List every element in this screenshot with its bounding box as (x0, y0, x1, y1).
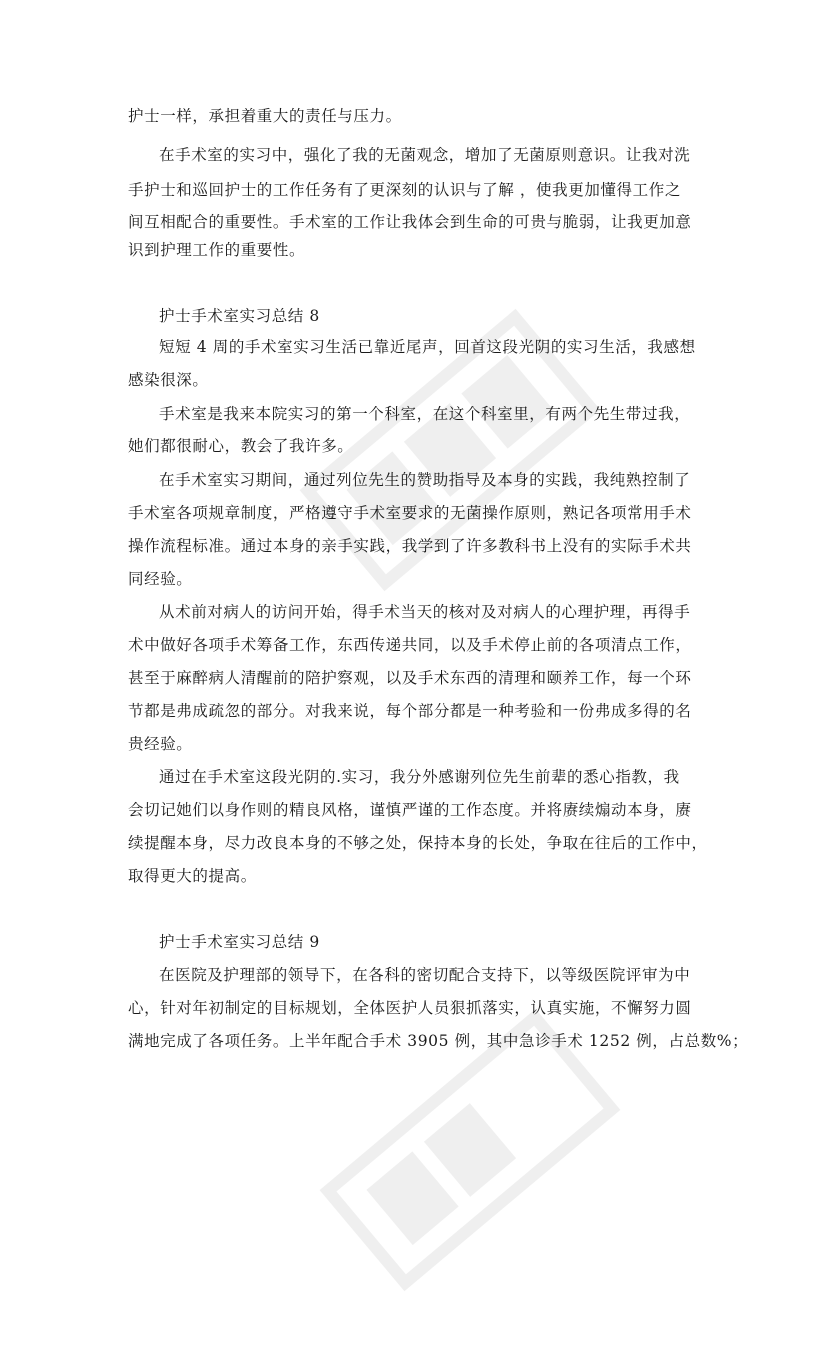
paragraph-line: 手术室各项规章制度，严格遵守手术室要求的无菌操作原则，熟记各项常用手术 (128, 504, 692, 522)
paragraph-line: 贵经验。 (128, 735, 193, 753)
paragraph-line: 在医院及护理部的领导下，在各科的密切配合支持下，以等级医院评审为中 (159, 966, 691, 984)
paragraph-line: 她们都很耐心，教会了我许多。 (128, 437, 354, 455)
paragraph-line: 护士一样，承担着重大的责任与压力。 (128, 107, 402, 125)
paragraph-line: 通过在手术室这段光阴的.实习，我分外感谢列位先生前辈的悉心指教，我 (159, 768, 680, 786)
paragraph-line: 甚至于麻醉病人清醒前的陪护察观，以及手术东西的清理和颐养工作，每一个环 (128, 669, 692, 687)
paragraph-line: 心，针对年初制定的目标规划，全体医护人员狠抓落实，认真实施，不懈努力圆 (128, 999, 692, 1017)
paragraph-line: 取得更大的提高。 (128, 867, 257, 885)
paragraph-line: 术中做好各项手术筹备工作，东西传递共同，以及手术停止前的各项清点工作， (128, 636, 692, 654)
paragraph-line: 识到护理工作的重要性。 (128, 241, 306, 259)
paragraph-line: 节都是弗成疏忽的部分。对我来说，每个部分都是一种考验和一份弗成多得的名 (128, 702, 692, 720)
paragraph-line: 操作流程标准。通过本身的亲手实践，我学到了许多教科书上没有的实际手术共 (128, 537, 692, 555)
paragraph-line: 同经验。 (128, 570, 193, 588)
paragraph-line: 手护士和巡回护士的工作任务有了更深刻的认识与了解 ，使我更加懂得工作之 (128, 181, 681, 199)
paragraph-line: 满地完成了各项任务。上半年配合手术 3905 例，其中急诊手术 1252 例，占总数%； (128, 1032, 749, 1050)
paragraph-line: 短短 4 周的手术室实习生活已靠近尾声，回首这段光阴的实习生活，我感想 (159, 338, 696, 356)
paragraph-line: 间互相配合的重要性。手术室的工作让我体会到生命的可贵与脆弱，让我更加意 (128, 213, 692, 231)
section-heading: 护士手术室实习总结 9 (159, 933, 320, 951)
paragraph-line: 在手术室实习期间，通过列位先生的赞助指导及本身的实践，我纯熟控制了 (159, 471, 691, 489)
paragraph-line: 会切记她们以身作则的精良风格，谨慎严谨的工作态度。并将赓续煽动本身，赓 (128, 801, 692, 819)
paragraph-line: 手术室是我来本院实习的第一个科室，在这个科室里，有两个先生带过我， (159, 405, 691, 423)
section-heading: 护士手术室实习总结 8 (159, 307, 320, 325)
paragraph-line: 在手术室的实习中，强化了我的无菌观念，增加了无菌原则意识。让我对洗 (159, 146, 691, 164)
paragraph-line: 续提醒本身，尽力改良本身的不够之处，保持本身的长处，争取在往后的工作中， (128, 834, 708, 852)
paragraph-line: 从术前对病人的访问开始，得手术当天的核对及对病人的心理护理，再得手 (159, 603, 691, 621)
paragraph-line: 感染很深。 (128, 371, 209, 389)
